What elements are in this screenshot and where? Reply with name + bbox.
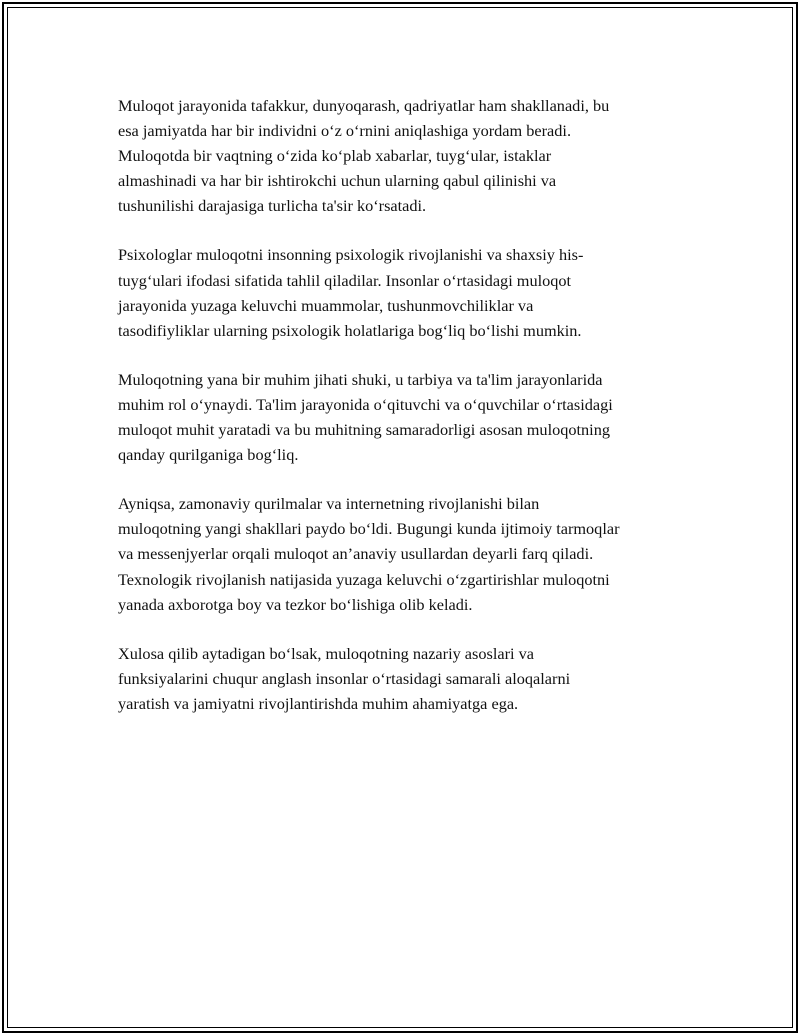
text-line: muhim rol o‘ynaydi. Ta'lim jarayonida o‘qituvchi va o‘quvchilar o‘rtasidagi — [118, 394, 613, 414]
text-line: esa jamiyatda har bir individni o‘z o‘rnini aniqlashiga yordam beradi. — [118, 121, 572, 141]
text-line: yanada axborotga boy va tezkor bo‘lishiga olib keladi. — [118, 594, 473, 614]
text-line: va messenjyerlar orqali muloqot an’anaviy usullardan deyarli farq qiladi. — [118, 544, 594, 564]
paragraph-education — [118, 367, 692, 467]
text-line: muloqot muhit yaratadi va bu muhitning samaradorligi asosan muloqotning — [118, 420, 610, 440]
text-line: tasodifiyliklar ularning psixologik holatlariga bog‘liq bo‘lishi mumkin. — [118, 320, 582, 340]
text-line: jarayonida yuzaga keluvchi muammolar, tushunmovchiliklar va — [118, 295, 534, 315]
paragraph-psychology — [118, 242, 692, 342]
text-line: Muloqot jarayonida tafakkur, dunyoqarash, qadriyatlar ham shakllanadi, bu — [118, 96, 610, 115]
text-line: Muloqotda bir vaqtning o‘zida ko‘plab xabarlar, tuyg‘ular, istaklar — [118, 146, 552, 166]
text-line: muloqotning yangi shakllari paydo bo‘ldi. Bugungi kunda ijtimoiy tarmoqlar — [118, 519, 620, 539]
text-line: Psixologlar muloqotni insonning psixologik rivojlanishi va shaxsiy his- — [118, 245, 584, 265]
text-line: Texnologik rivojlanish natijasida yuzaga keluvchi o‘zgartirishlar muloqotni — [118, 569, 610, 589]
text-line: funksiyalarini chuqur anglash insonlar o‘rtasidagi samarali aloqalarni — [118, 668, 571, 688]
document-body — [118, 93, 692, 740]
text-line: qanday qurilganiga bog‘liq. — [118, 445, 299, 465]
text-line: tuyg‘ulari ifodasi sifatida tahlil qiladilar. Insonlar o‘rtasidagi muloqot — [118, 270, 572, 290]
text-line: almashinadi va har bir ishtirokchi uchun ularning qabul qilinishi va — [118, 171, 557, 191]
text-line: yaratish va jamiyatni rivojlantirishda muhim ahamiyatga ega. — [118, 693, 519, 713]
paragraph-technology — [118, 491, 692, 616]
text-line: Muloqotning yana bir muhim jihati shuki, u tarbiya va ta'lim jarayonlarida — [118, 369, 603, 389]
text-line: Xulosa qilib aytadigan bo‘lsak, muloqotning nazariy asoslari va — [118, 643, 534, 663]
paragraph-conclusion — [118, 641, 692, 716]
text-line: tushunilishi darajasiga turlicha ta'sir ko‘rsatadi. — [118, 196, 427, 216]
text-line: Ayniqsa, zamonaviy qurilmalar va internetning rivojlanishi bilan — [118, 494, 540, 514]
paragraph-communication-values — [118, 93, 692, 218]
